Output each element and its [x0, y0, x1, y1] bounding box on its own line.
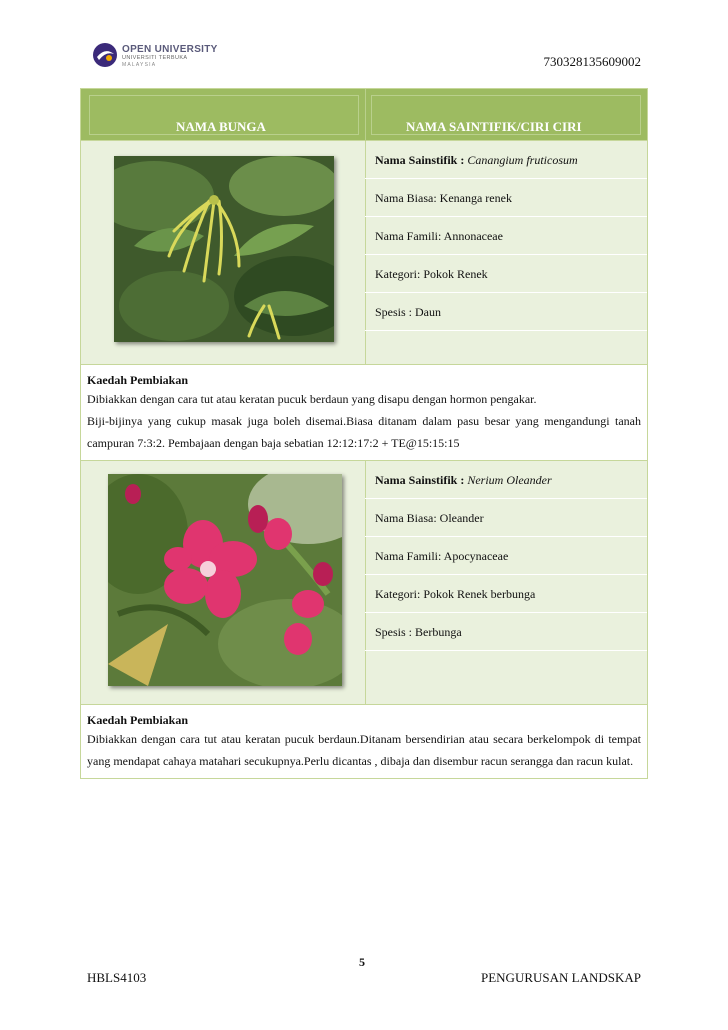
- course-name: PENGURUSAN LANDSKAP: [481, 970, 641, 985]
- oum-logo-icon: [92, 42, 118, 68]
- oleander-photo: [108, 474, 342, 686]
- logo-line-3: MALAYSIA: [122, 62, 157, 68]
- course-code: HBLS4103: [87, 970, 147, 985]
- common-name-cell: Nama Biasa: Oleander: [365, 499, 647, 537]
- logo-line-1: OPEN UNIVERSITY: [122, 44, 218, 55]
- common-name-cell: Nama Biasa: Kenanga renek: [365, 179, 647, 217]
- method-text: Dibiakkan dengan cara tut atau keratan pucuk berdaun.Ditanam bersendirian atau secara berkelompok di tempat yang mendapat cahaya matahari secukupnya.Perlu dicantas , dibaja dan disembur racun serangga dan racun kulat.: [87, 732, 641, 768]
- method-title: Kaedah Pembiakan: [87, 373, 189, 387]
- species-cell: Spesis : Berbunga: [365, 613, 647, 651]
- scientific-name: Nerium Oleander: [467, 473, 552, 487]
- family-cell: Nama Famili: Apocynaceae: [365, 537, 647, 575]
- propagation-method-row: [81, 705, 647, 778]
- scientific-name-cell: Nama Sainstifik : Canangium fruticosum: [365, 141, 647, 179]
- category-cell: Kategori: Pokok Renek berbunga: [365, 575, 647, 613]
- logo-line-2: UNIVERSITI TERBUKA: [122, 55, 188, 61]
- plant-row: [81, 141, 647, 365]
- propagation-method-row: [81, 365, 647, 461]
- student-id-number: 730328135609002: [543, 54, 641, 69]
- page-number: 5: [359, 955, 365, 969]
- ylang-ylang-photo: [114, 156, 334, 342]
- category-cell: Kategori: Pokok Renek: [365, 255, 647, 293]
- plant-row: [81, 461, 647, 705]
- family-cell: Nama Famili: Annonaceae: [365, 217, 647, 255]
- method-text-line2: Biji-bijinya yang cukup masak juga boleh disemai.Biasa ditanam dalam pasu besar yang mengandungi tanah campuran 7:3:2. Pembajaan dengan baja sebatian 12:12:17:2 + TE@15:15:15: [87, 414, 641, 450]
- scientific-name-cell: Nama Sainstifik : Nerium Oleander: [365, 461, 647, 499]
- plant-table: [80, 88, 648, 779]
- open-university-logo: [92, 42, 232, 72]
- method-title: Kaedah Pembiakan: [87, 713, 189, 727]
- col-header-scientific-name: NAMA SAINTIFIK/CIRI CIRI: [406, 119, 582, 134]
- table-header-row: [81, 89, 647, 141]
- scientific-name: Canangium fruticosum: [467, 153, 578, 167]
- col-header-flower-name: NAMA BUNGA: [176, 119, 266, 134]
- method-text-line1: Dibiakkan dengan cara tut atau keratan pucuk berdaun yang disapu dengan hormon pengakar.: [87, 392, 537, 406]
- species-cell: Spesis : Daun: [365, 293, 647, 331]
